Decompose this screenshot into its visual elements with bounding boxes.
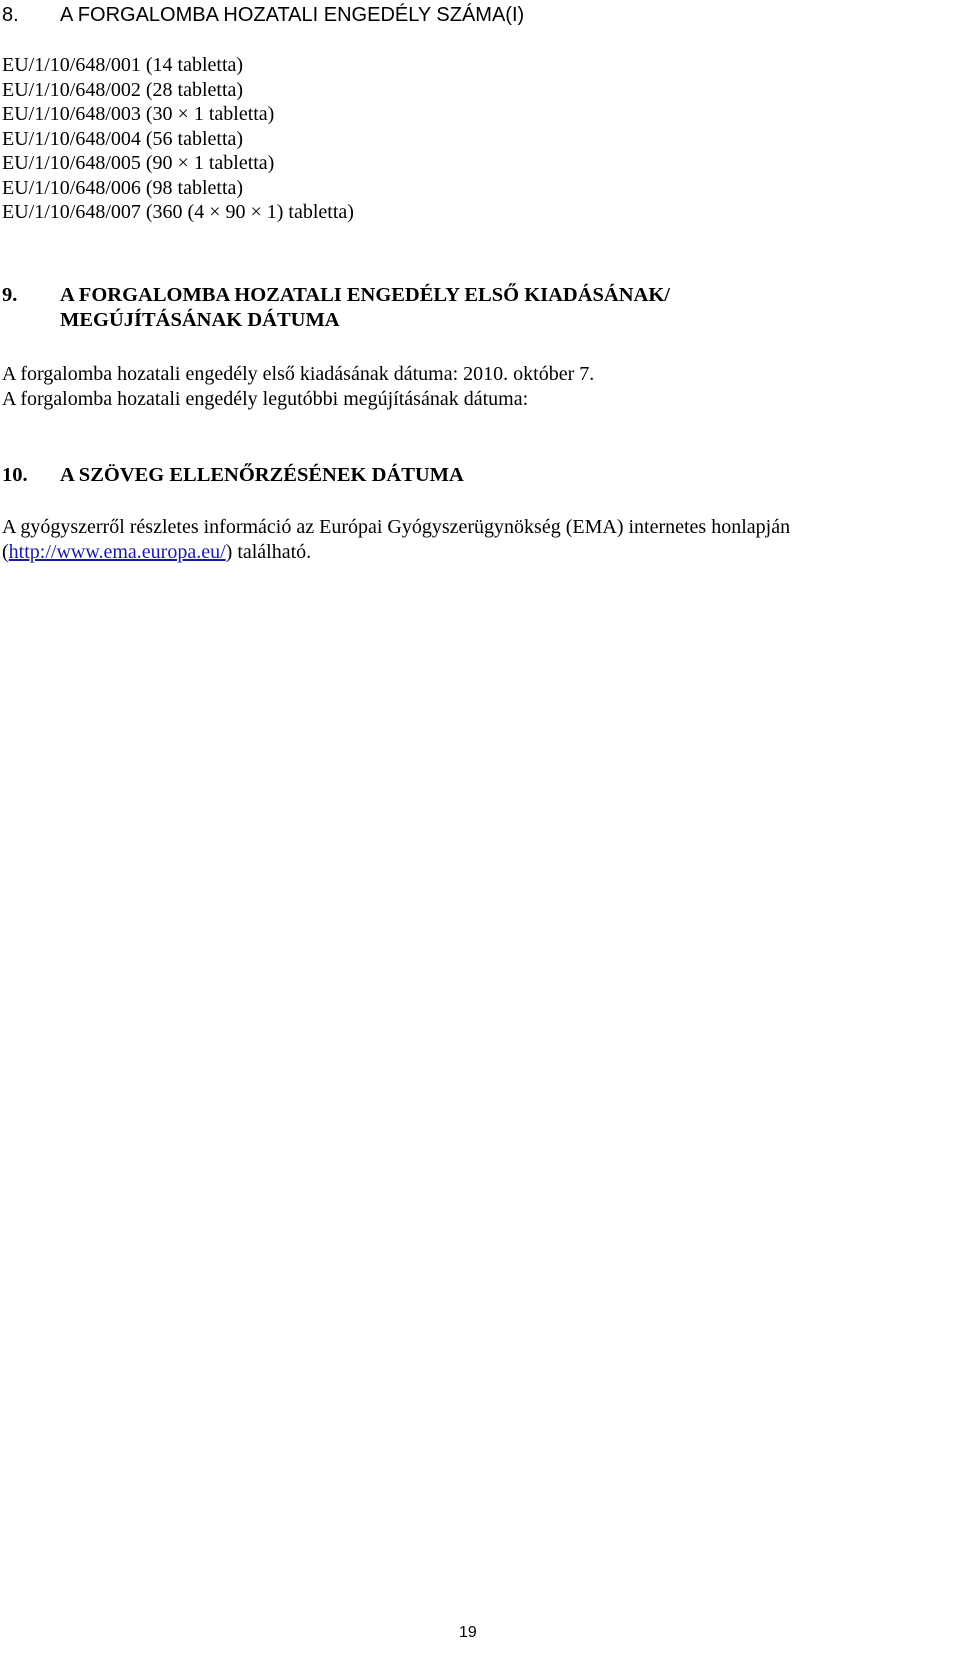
section-9-title-line2: MEGÚJÍTÁSÁNAK DÁTUMA (60, 309, 340, 331)
section-8-heading (2, 3, 524, 28)
section-9-heading (2, 283, 670, 333)
ema-website-link[interactable]: http://www.ema.europa.eu/ (8, 541, 226, 563)
section-8-number: 8. (2, 4, 19, 26)
section-10-title: A SZÖVEG ELLENŐRZÉSÉNEK DÁTUMA (60, 464, 464, 486)
section-10-heading (2, 463, 464, 488)
ema-link-prefix: ( (2, 541, 9, 563)
section-8-title: A FORGALOMBA HOZATALI ENGEDÉLY SZÁMA(I) (60, 4, 525, 26)
last-renewal-date: A forgalomba hozatali engedély legutóbbi megújításának dátuma: (2, 388, 529, 410)
page-number: 19 (459, 1624, 477, 1641)
first-authorisation-date: A forgalomba hozatali engedély első kiadásának dátuma: 2010. október 7. (2, 363, 595, 385)
registration-number-item: EU/1/10/648/002 (28 tabletta) (2, 78, 244, 101)
registration-number-item: EU/1/10/648/006 (98 tabletta) (2, 176, 244, 199)
registration-number-item: EU/1/10/648/003 (30 × 1 tabletta) (2, 103, 275, 125)
section-10-number: 10. (2, 464, 28, 486)
registration-number-item: EU/1/10/648/007 (360 (4 × 90 × 1) tabletta) (2, 201, 354, 223)
registration-number-item: EU/1/10/648/004 (56 tabletta) (2, 127, 244, 150)
registration-number-list (2, 53, 354, 225)
registration-number-item: EU/1/10/648/005 (90 × 1 tabletta) (2, 152, 275, 174)
ema-info-text: A gyógyszerről részletes információ az Európai Gyógyszerügynökség (EMA) internetes honlapján (2, 516, 791, 538)
ema-link-line (2, 540, 311, 565)
ema-link-suffix: ) található. (225, 541, 312, 563)
section-9-title-line1: A FORGALOMBA HOZATALI ENGEDÉLY ELSŐ KIADÁSÁNAK/ (60, 284, 670, 306)
section-9-number: 9. (2, 284, 18, 306)
registration-number-item: EU/1/10/648/001 (14 tabletta) (2, 54, 244, 76)
